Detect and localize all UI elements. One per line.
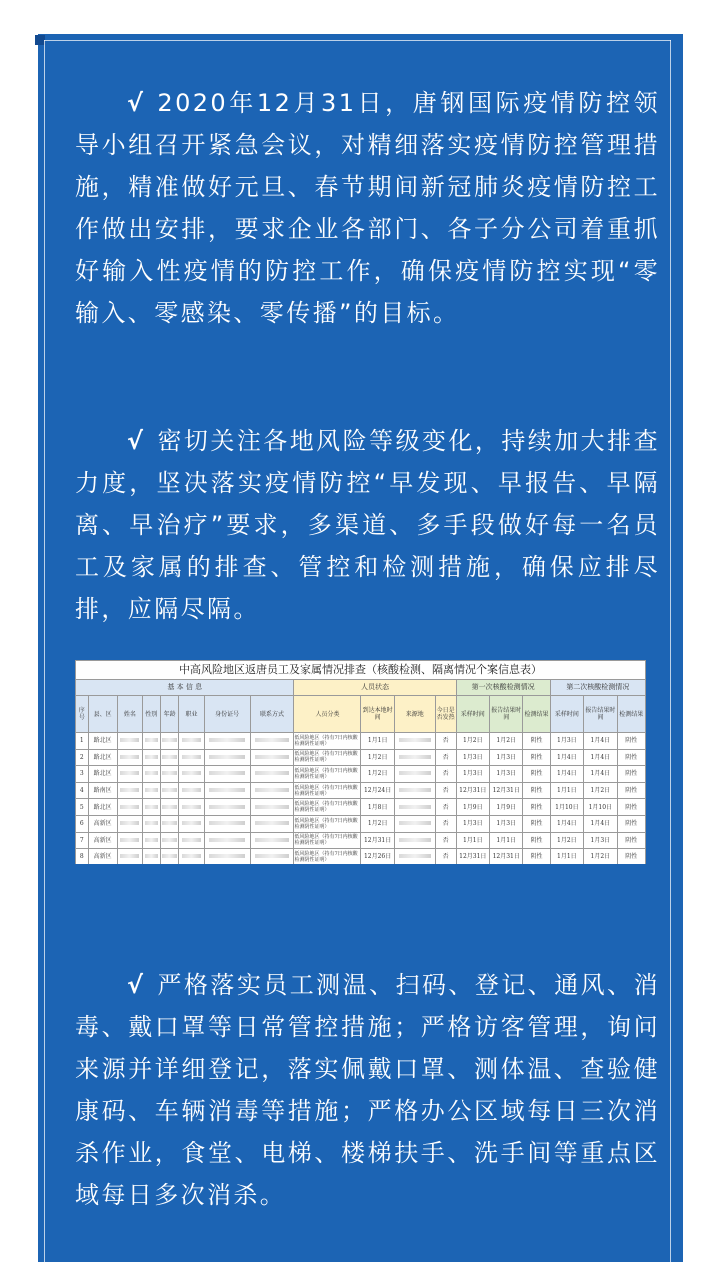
redacted-cell xyxy=(179,849,204,864)
table-cell-district: 路北区 xyxy=(88,766,117,783)
redacted-cell xyxy=(250,766,294,783)
redacted-cell xyxy=(160,832,179,849)
table-cell-r1: 1月1日 xyxy=(490,832,523,849)
table-cell-s2: 1月2日 xyxy=(550,832,583,849)
redaction-blur xyxy=(209,821,245,825)
paragraph-screening xyxy=(75,420,660,630)
table-cell-category: 低风险地区（持有7日内核酸检测阴性证明） xyxy=(294,849,361,864)
table-cell-r1: 1月3日 xyxy=(490,766,523,783)
table-cell-fever: 否 xyxy=(435,849,456,864)
table-cell-district: 路北区 xyxy=(88,733,117,750)
redaction-blur xyxy=(145,755,158,759)
redacted-cell xyxy=(204,782,250,799)
table-cell-district: 路北区 xyxy=(88,799,117,816)
redacted-cell xyxy=(142,815,160,832)
redaction-blur xyxy=(120,755,139,759)
table-cell-r2: 1月2日 xyxy=(584,849,617,864)
col-header: 姓名 xyxy=(117,696,142,733)
redacted-cell xyxy=(142,733,160,750)
redaction-blur xyxy=(162,805,176,809)
table-cell-s1: 12月31日 xyxy=(456,782,489,799)
table-row xyxy=(76,766,646,783)
redacted-cell xyxy=(250,749,294,766)
redaction-blur xyxy=(399,805,431,809)
redaction-blur xyxy=(162,821,176,825)
redacted-cell xyxy=(117,733,142,750)
redacted-cell xyxy=(204,799,250,816)
redacted-cell xyxy=(250,849,294,864)
table-cell-category: 低风险地区（持有7日内核酸检测阴性证明） xyxy=(294,782,361,799)
redacted-cell xyxy=(204,832,250,849)
table-cell-no: 3 xyxy=(76,766,89,783)
redaction-blur xyxy=(162,838,176,842)
table-cell-s2: 1月4日 xyxy=(550,749,583,766)
redacted-cell xyxy=(179,782,204,799)
redaction-blur xyxy=(399,854,431,858)
table-cell-res2: 阴性 xyxy=(617,749,645,766)
col-header: 职业 xyxy=(179,696,204,733)
check-mark: √ xyxy=(127,427,146,455)
redaction-blur xyxy=(120,838,139,842)
table-cell-no: 8 xyxy=(76,849,89,864)
redaction-blur xyxy=(162,755,176,759)
redacted-cell xyxy=(117,849,142,864)
table-cell-no: 5 xyxy=(76,799,89,816)
redaction-blur xyxy=(162,771,176,775)
table-cell-res1: 阴性 xyxy=(523,815,550,832)
redacted-cell xyxy=(117,815,142,832)
table-cell-no: 4 xyxy=(76,782,89,799)
redaction-blur xyxy=(182,755,201,759)
redacted-cell xyxy=(160,766,179,783)
redacted-cell xyxy=(204,749,250,766)
redaction-blur xyxy=(399,755,431,759)
table-cell-s1: 1月1日 xyxy=(456,832,489,849)
table-cell-res1: 阴性 xyxy=(523,766,550,783)
table-cell-district: 路南区 xyxy=(88,782,117,799)
frame-line-top xyxy=(44,40,671,41)
table-cell-category: 低风险地区（持有7日内核酸检测阴性证明） xyxy=(294,832,361,849)
redacted-cell xyxy=(179,766,204,783)
table-cell-category: 低风险地区（持有7日内核酸检测阴性证明） xyxy=(294,749,361,766)
redaction-blur xyxy=(162,788,176,792)
redaction-blur xyxy=(209,788,245,792)
table-cell-district: 高新区 xyxy=(88,832,117,849)
table-cell-res1: 阴性 xyxy=(523,832,550,849)
redaction-blur xyxy=(399,838,431,842)
col-header: 人员分类 xyxy=(294,696,361,733)
redacted-cell xyxy=(117,832,142,849)
table-cell-s1: 1月3日 xyxy=(456,815,489,832)
table-cell-r1: 1月3日 xyxy=(490,749,523,766)
redacted-cell xyxy=(394,815,435,832)
redacted-cell xyxy=(204,766,250,783)
table-cell-arrive: 12月31日 xyxy=(361,832,394,849)
col-header: 联系方式 xyxy=(250,696,294,733)
table-cell-res2: 阴性 xyxy=(617,733,645,750)
table-cell-r1: 1月3日 xyxy=(490,815,523,832)
redacted-cell xyxy=(250,815,294,832)
table-cell-no: 7 xyxy=(76,832,89,849)
redacted-cell xyxy=(179,733,204,750)
table-cell-res1: 阴性 xyxy=(523,782,550,799)
col-header: 报告结果时间 xyxy=(584,696,617,733)
redaction-blur xyxy=(399,788,431,792)
table-cell-fever: 否 xyxy=(435,733,456,750)
table-cell-r2: 1月4日 xyxy=(584,815,617,832)
table-cell-district: 高新区 xyxy=(88,849,117,864)
col-header: 采样时间 xyxy=(550,696,583,733)
redaction-blur xyxy=(182,838,201,842)
redaction-blur xyxy=(145,738,158,742)
col-header: 检测结果 xyxy=(523,696,550,733)
redacted-cell xyxy=(160,799,179,816)
redacted-cell xyxy=(142,849,160,864)
table-cell-r1: 1月2日 xyxy=(490,733,523,750)
redacted-cell xyxy=(394,849,435,864)
redaction-blur xyxy=(120,821,139,825)
redaction-blur xyxy=(182,788,201,792)
redacted-cell xyxy=(179,832,204,849)
table-cell-arrive: 1月1日 xyxy=(361,733,394,750)
table-cell-s2: 1月1日 xyxy=(550,849,583,864)
table-cell-category: 低风险地区（持有7日内核酸检测阴性证明） xyxy=(294,766,361,783)
table-cell-r2: 1月4日 xyxy=(584,733,617,750)
table-cell-res2: 阴性 xyxy=(617,849,645,864)
redaction-blur xyxy=(145,854,158,858)
redaction-blur xyxy=(145,821,158,825)
table-cell-district: 高新区 xyxy=(88,815,117,832)
table-cell-res2: 阴性 xyxy=(617,782,645,799)
table-cell-category: 低风险地区（持有7日内核酸检测阴性证明） xyxy=(294,799,361,816)
table-row xyxy=(76,815,646,832)
frame-line-right xyxy=(670,40,671,1262)
table-cell-res1: 阴性 xyxy=(523,799,550,816)
col-header: 县、区 xyxy=(88,696,117,733)
paragraph-daily-control xyxy=(75,964,660,1216)
redacted-cell xyxy=(117,766,142,783)
table-cell-s2: 1月1日 xyxy=(550,782,583,799)
redaction-blur xyxy=(182,854,201,858)
table-row xyxy=(76,832,646,849)
redaction-blur xyxy=(399,821,431,825)
table-cell-r2: 1月4日 xyxy=(584,749,617,766)
redaction-blur xyxy=(120,788,139,792)
table-cell-s1: 1月3日 xyxy=(456,766,489,783)
table-cell-category: 低风险地区（持有7日内核酸检测阴性证明） xyxy=(294,815,361,832)
table-cell-fever: 否 xyxy=(435,832,456,849)
table-cell-fever: 否 xyxy=(435,799,456,816)
redaction-blur xyxy=(182,738,201,742)
redaction-blur xyxy=(145,788,158,792)
redaction-blur xyxy=(399,738,431,742)
redacted-cell xyxy=(250,782,294,799)
table-cell-arrive: 1月2日 xyxy=(361,766,394,783)
redaction-blur xyxy=(255,788,289,792)
redaction-blur xyxy=(145,805,158,809)
redacted-cell xyxy=(117,799,142,816)
redaction-blur xyxy=(255,821,289,825)
redacted-cell xyxy=(142,749,160,766)
table-cell-no: 6 xyxy=(76,815,89,832)
table-cell-res2: 阴性 xyxy=(617,832,645,849)
redacted-cell xyxy=(179,799,204,816)
redacted-cell xyxy=(394,766,435,783)
redacted-cell xyxy=(250,733,294,750)
redaction-blur xyxy=(255,838,289,842)
redaction-blur xyxy=(120,738,139,742)
redacted-cell xyxy=(204,815,250,832)
redacted-cell xyxy=(179,815,204,832)
table-cell-r1: 12月31日 xyxy=(490,849,523,864)
table-cell-s2: 1月3日 xyxy=(550,733,583,750)
redacted-cell xyxy=(142,766,160,783)
redacted-cell xyxy=(250,832,294,849)
table-cell-s2: 1月4日 xyxy=(550,766,583,783)
redaction-blur xyxy=(162,854,176,858)
redaction-blur xyxy=(120,805,139,809)
table-row xyxy=(76,749,646,766)
redaction-blur xyxy=(209,755,245,759)
redacted-cell xyxy=(394,782,435,799)
paragraph-text: 密切关注各地风险等级变化，持续加大排查力度，坚决落实疫情防控“早发现、早报告、早隔离、早治疗”要求，多渠道、多手段做好每一名员工及家属的排查、管控和检测措施，确保应排尽排，应隔尽隔。 xyxy=(75,427,660,623)
redacted-cell xyxy=(204,849,250,864)
table-cell-fever: 否 xyxy=(435,815,456,832)
table-cell-arrive: 12月24日 xyxy=(361,782,394,799)
redacted-cell xyxy=(394,749,435,766)
table-cell-r2: 1月2日 xyxy=(584,782,617,799)
table-cell-arrive: 1月2日 xyxy=(361,749,394,766)
col-header: 来源地 xyxy=(394,696,435,733)
table-cell-res2: 阴性 xyxy=(617,799,645,816)
redaction-blur xyxy=(209,805,245,809)
frame-line-left xyxy=(44,40,45,1262)
table-cell-category: 低风险地区（持有7日内核酸检测阴性证明） xyxy=(294,733,361,750)
redacted-cell xyxy=(117,782,142,799)
redaction-blur xyxy=(120,771,139,775)
col-header: 性别 xyxy=(142,696,160,733)
redaction-blur xyxy=(209,854,245,858)
table-cell-fever: 否 xyxy=(435,749,456,766)
table-cell-res1: 阴性 xyxy=(523,849,550,864)
paragraph-text: 2020年12月31日，唐钢国际疫情防控领导小组召开紧急会议，对精细落实疫情防控管理措施，精准做好元旦、春节期间新冠肺炎疫情防控工作做出安排，要求企业各部门、各子分公司着重抓好输入性疫情的防控工作，确保疫情防控实现“零输入、零感染、零传播”的目标。 xyxy=(75,89,660,327)
redaction-blur xyxy=(145,771,158,775)
table-row xyxy=(76,782,646,799)
col-header: 检测结果 xyxy=(617,696,645,733)
redaction-blur xyxy=(255,805,289,809)
redaction-blur xyxy=(255,738,289,742)
table-cell-no: 1 xyxy=(76,733,89,750)
table-cell-r2: 1月3日 xyxy=(584,832,617,849)
col-header: 今日是否发热 xyxy=(435,696,456,733)
table-row xyxy=(76,849,646,864)
redaction-blur xyxy=(255,854,289,858)
table-cell-r2: 1月10日 xyxy=(584,799,617,816)
table-cell-res2: 阴性 xyxy=(617,766,645,783)
redacted-cell xyxy=(250,799,294,816)
redacted-cell xyxy=(142,832,160,849)
table-cell-s2: 1月4日 xyxy=(550,815,583,832)
redacted-cell xyxy=(160,782,179,799)
redacted-cell xyxy=(160,815,179,832)
table-cell-fever: 否 xyxy=(435,766,456,783)
table-cell-s1: 1月3日 xyxy=(456,749,489,766)
table-cell-s2: 1月10日 xyxy=(550,799,583,816)
table-cell-district: 路北区 xyxy=(88,749,117,766)
check-mark: √ xyxy=(127,89,146,117)
paragraph-text: 严格落实员工测温、扫码、登记、通风、消毒、戴口罩等日常管控措施；严格访客管理，询问来源并详细登记，落实佩戴口罩、测体温、查验健康码、车辆消毒等措施；严格办公区域每日三次消杀作业，食堂、电梯、楼梯扶手、洗手间等重点区域每日多次消杀。 xyxy=(75,971,660,1209)
table-cell-res2: 阴性 xyxy=(617,815,645,832)
col-header: 报告结果时间 xyxy=(490,696,523,733)
redacted-cell xyxy=(117,749,142,766)
redaction-blur xyxy=(209,771,245,775)
table-row xyxy=(76,733,646,750)
screening-table xyxy=(75,660,646,864)
redaction-blur xyxy=(209,838,245,842)
redaction-blur xyxy=(399,771,431,775)
redaction-blur xyxy=(182,821,201,825)
redacted-cell xyxy=(160,733,179,750)
paragraph-meeting xyxy=(75,82,660,334)
redacted-cell xyxy=(179,749,204,766)
col-header: 采样时间 xyxy=(456,696,489,733)
table-title: 中高风险地区返唐员工及家属情况排查（核酸检测、隔离情况个案信息表） xyxy=(76,661,646,680)
redaction-blur xyxy=(145,838,158,842)
info-table-image xyxy=(75,660,646,864)
redacted-cell xyxy=(160,749,179,766)
group-status: 人员状态 xyxy=(294,680,456,696)
table-cell-r1: 1月9日 xyxy=(490,799,523,816)
redacted-cell xyxy=(160,849,179,864)
redaction-blur xyxy=(162,738,176,742)
table-cell-no: 2 xyxy=(76,749,89,766)
table-cell-s1: 12月31日 xyxy=(456,849,489,864)
redaction-blur xyxy=(255,755,289,759)
table-cell-res1: 阴性 xyxy=(523,733,550,750)
redaction-blur xyxy=(255,771,289,775)
col-header: 序号 xyxy=(76,696,89,733)
col-header: 年龄 xyxy=(160,696,179,733)
redacted-cell xyxy=(204,733,250,750)
redacted-cell xyxy=(394,733,435,750)
group-second-test: 第二次核酸检测情况 xyxy=(550,680,645,696)
table-cell-s1: 1月2日 xyxy=(456,733,489,750)
table-cell-arrive: 1月2日 xyxy=(361,815,394,832)
redacted-cell xyxy=(394,832,435,849)
table-cell-s1: 1月9日 xyxy=(456,799,489,816)
redaction-blur xyxy=(182,771,201,775)
table-cell-arrive: 1月8日 xyxy=(361,799,394,816)
table-cell-r1: 12月31日 xyxy=(490,782,523,799)
table-cell-res1: 阴性 xyxy=(523,749,550,766)
table-cell-fever: 否 xyxy=(435,782,456,799)
table-cell-arrive: 12月26日 xyxy=(361,849,394,864)
redaction-blur xyxy=(182,805,201,809)
col-header: 身份证号 xyxy=(204,696,250,733)
table-cell-r2: 1月4日 xyxy=(584,766,617,783)
check-mark: √ xyxy=(127,971,146,999)
redaction-blur xyxy=(120,854,139,858)
table-row xyxy=(76,799,646,816)
group-first-test: 第一次核酸检测情况 xyxy=(456,680,550,696)
redacted-cell xyxy=(142,782,160,799)
col-header: 到达本地时间 xyxy=(361,696,394,733)
redaction-blur xyxy=(209,738,245,742)
group-basic-info: 基 本 信 息 xyxy=(76,680,294,696)
redacted-cell xyxy=(142,799,160,816)
redacted-cell xyxy=(394,799,435,816)
